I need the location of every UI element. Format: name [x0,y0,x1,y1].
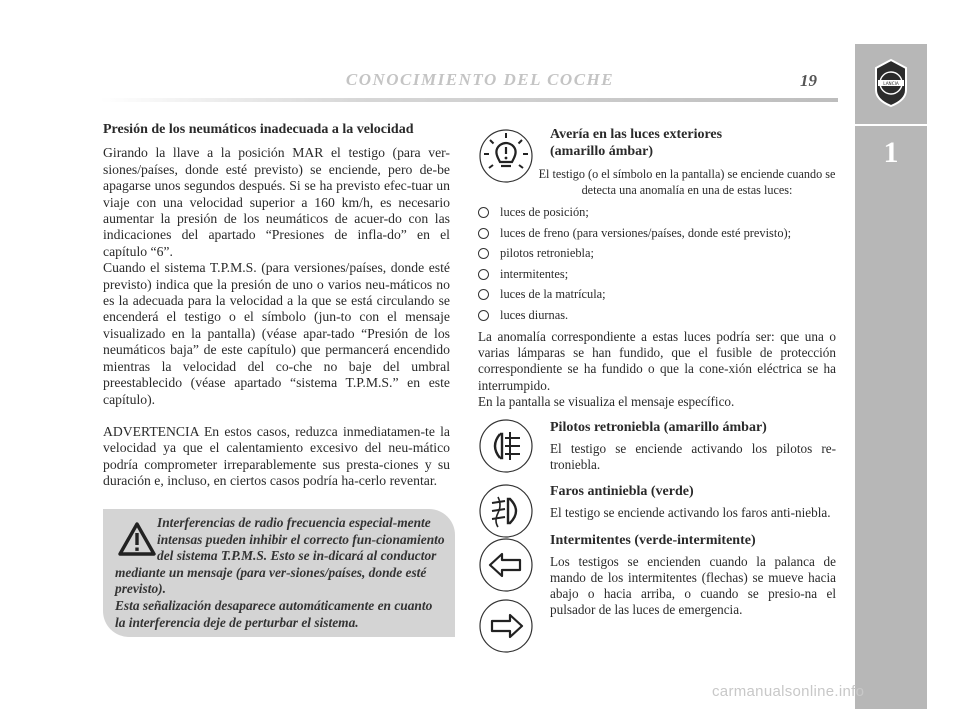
header-rule [100,98,838,102]
front-fog-body: El testigo se enciende activando los faros anti-niebla. [550,505,831,521]
svg-text:LANCIA: LANCIA [883,81,899,86]
indicators-body: Los testigos se encienden cuando la palanca de mando de los intermitentes (flechas) se mueve hacia abajo o hacia arriba, o cuando se presio-na el pulsador de las luces de emergencia. [550,553,836,618]
warning-note [115,515,445,631]
exterior-lights-block [478,126,836,198]
exterior-lights-title-2: (amarillo ámbar) [550,144,654,159]
indicators-block [478,532,836,662]
exterior-lights-title-1: Avería en las luces exteriores [550,127,723,142]
paragraph: Girando la llave a la posición MAR el testigo (para ver-siones/países, donde esté previsto) se enciende, pero de-be apagarse unos segundos después. Si se ha previsto efec-tuar un viaje con una velocidad superior a 160 km/h, es necesario aumentar la presión de los neumáticos de acuer-do con las indicaciones del apartado “Presiones de infla-do” en el capítulo “6”. [103,145,450,259]
tab-separator [855,124,927,126]
warning-note-box [103,509,455,637]
warning-paragraph: ADVERTENCIA En estos casos, reduzca inmediatamen-te la velocidad ya que el calentamiento excesivo del neu-mático podría comprometer irreparablemente sus presta-ciones y su duración e, incluso, en ciertos casos podría ha-cerlo reventar. [103,423,450,489]
front-fog-block [478,483,836,521]
paragraph: En la pantalla se visualiza el mensaje específico. [478,393,735,409]
chapter-tab [855,44,927,709]
page-number: 19 [800,71,817,90]
exterior-lights-intro: El testigo (o el símbolo en la pantalla) se enciende cuando se detecta una anomalía en una de estas luces: [538,167,836,197]
running-title: CONOCIMIENTO DEL COCHE [345,70,615,89]
arrow-left-icon [478,537,534,593]
rear-fog-block [478,419,836,473]
front-fog-title: Faros antiniebla (verde) [550,484,694,500]
indicators-title: Intermitentes (verde-intermitente) [550,532,756,548]
list-item: luces de la matrícula; [478,284,836,305]
section-title: Presión de los neumáticos inadecuada a la velocidad [103,122,414,137]
bulb-warning-icon [478,128,534,184]
warning-note-text-2: Esta señalización desaparece automáticamente en cuanto la interferencia deje de perturbar el sistema. [115,597,433,630]
warning-note-text: Interferencias de radio frecuencia especial-mente intensas pueden inhibir el correcto fun-cionamiento del sistema T.P.M.S. Esto se in-dicará al conductor mediante un mensaje (para ver-siones/países, donde esté previsto). [115,515,445,597]
chapter-number: 1 [883,136,899,169]
right-column [478,126,836,662]
footer-watermark: carmanualsonline.info [712,683,865,700]
list-item: pilotos retroniebla; [478,243,836,264]
list-item: luces de freno (para versiones/países, donde esté previsto); [478,223,836,244]
paragraph: La anomalía correspondiente a estas luces podría ser: que una o varias lámparas se han fundido, que el fusible de protección correspondiente se ha fundido o que la cone-xión eléctrica se ha interrumpido. [478,329,836,393]
rear-fog-body: El testigo se enciende activando los pilotos re-troniebla. [550,441,836,473]
arrow-right-icon [478,598,534,654]
paragraph: Cuando el sistema T.P.M.S. (para versiones/países, donde esté previsto) indica que la presión de uno o varios neu-máticos no es la adecuada para la velocidad a la que se está circulando se encenderá el testigo o el símbolo (jun-to con el mensaje visualizado en la pantalla) (véase apar-tado “Presión de los neumáticos baja” de este capítulo) que permancerá encendido mientras la velocidad del co-che no baje del umbral preestablecido (véase apartado “sistema T.P.M.S.” en este capítulo). [103,260,450,407]
rear-fog-icon [478,418,534,474]
lancia-logo-icon [872,58,910,108]
list-item: luces diurnas. [478,305,836,326]
list-item: luces de posición; [478,202,836,223]
rear-fog-title: Pilotos retroniebla (amarillo ámbar) [550,420,767,436]
left-column [103,122,450,490]
list-item: intermitentes; [478,264,836,285]
fault-list [478,202,836,325]
